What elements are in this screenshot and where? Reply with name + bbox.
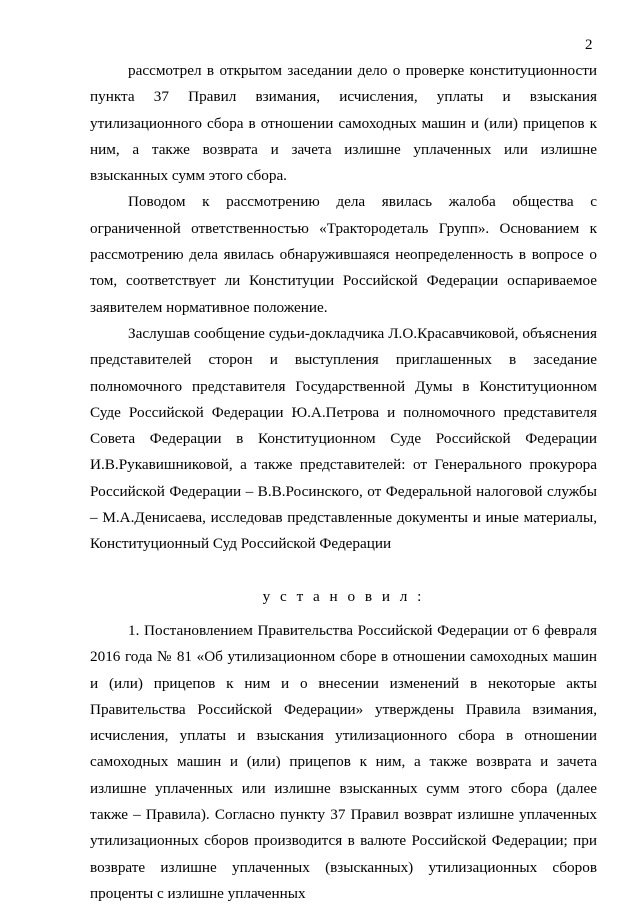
paragraph-established-1: 1. Постановлением Правительства Российской Федерации от 6 февраля 2016 года № 81 «Об утилизационном сборе в отношении самоходных машин и (или) прицепов к ним и о внесении изменений в некоторые акты Правительства Российской Федерации» утверждены Правила взимания, исчисления, уплаты и взыскания утилизационного сбора в отношении самоходных машин и (или) прицепов к ним, а также возврата и зачета излишне уплаченных или излишне взысканных сумм этого сбора (далее также – Правила). Согласно пункту 37 Правил возврат излишне уплаченных утилизационных сборов производится в валюте Российской Федерации; при возврате излишне уплаченных (взысканных) утилизационных сборов проценты с излишне уплаченных (90, 621, 597, 902)
document-body (90, 58, 597, 907)
section-heading: у с т а н о в и л : (262, 587, 425, 605)
paragraph-hearing: Заслушав сообщение судьи-докладчика Л.О.Красавчиковой, объяснения представителей сторон и выступления приглашенных в заседание полномочного представителя Государственной Думы в Конституционном Суде Российской Федерации Ю.А.Петрова и полномочного представителя Совета Федерации в Конституционном Суде Российской Федерации И.В.Рукавишниковой, а также представителей: от Генерального прокурора Российской Федерации – В.В.Росинского, от Федеральной налоговой службы – М.А.Денисаева, исследовав представленные документы и иные материалы, Конституционный Суд Российской Федерации (90, 324, 597, 553)
page-number: 2 (585, 37, 593, 53)
paragraph-case-subject: рассмотрел в открытом заседании дело о проверке конституционности пункта 37 Правил взимания, исчисления, уплаты и взыскания утилизационного сбора в отношении самоходных машин и (или) прицепов к ним, а также возврата и зачета излишне уплаченных или излишне взысканных сумм этого сбора. (90, 62, 597, 185)
paragraph-grounds: Поводом к рассмотрению дела явилась жалоба общества с ограниченной ответственностью «Трактородеталь Групп». Основанием к рассмотрению дела явилась обнаружившаяся неопределенность в вопросе о том, соответствует ли Конституции Российской Федерации оспариваемое заявителем нормативное положение. (90, 193, 597, 316)
